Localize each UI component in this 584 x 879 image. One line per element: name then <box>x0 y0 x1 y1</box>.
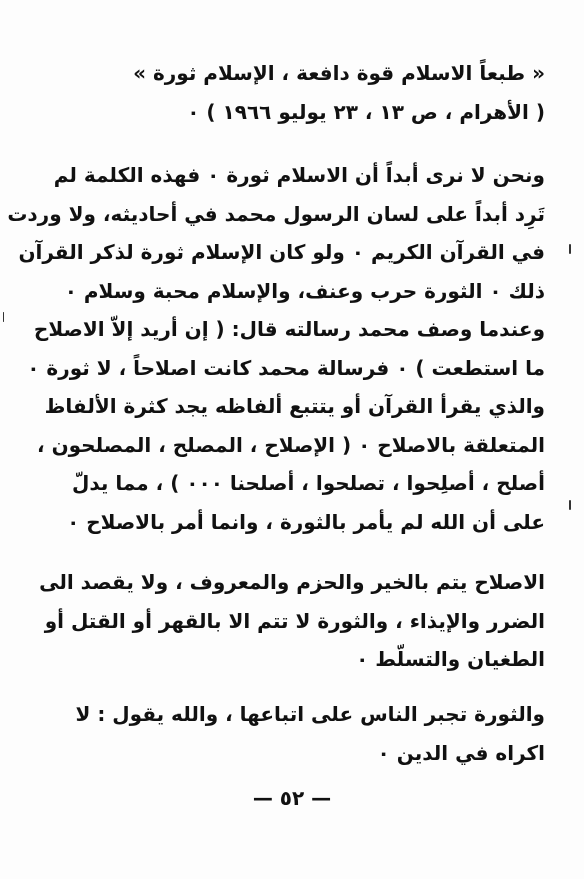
paragraph-line: والذي يقرأ القرآن أو يتتبع ألفاظه يجد كثرة الألفاظ <box>44 394 545 418</box>
paragraph-line: الاصلاح يتم بالخير والحزم والمعروف ، ولا يقصد الى <box>39 570 545 594</box>
quote-block <box>40 54 545 131</box>
paragraph-line: ذلك ٠ الثورة حرب وعنف، والإسلام محبة وسلام ٠ <box>64 278 545 303</box>
paragraph-line: تَرِد أبداً على لسان الرسول محمد في أحاديثه، ولا وردت <box>7 201 545 226</box>
paragraph-line: ونحن لا نرى أبداً أن الاسلام ثورة ٠ فهذه الكلمة لم <box>53 163 545 187</box>
paragraph-line: في القرآن الكريم ٠ ولو كان الإسلام ثورة لذكر القرآن <box>18 240 545 264</box>
page-edge-mark-left <box>3 312 4 322</box>
quote-source: ( الأهرام ، ص ١٣ ، ٢٣ يوليو ١٩٦٦ ) ٠ <box>187 99 545 124</box>
paragraph <box>7 156 545 541</box>
paragraph-line: المتعلقة بالاصلاح ٠ ( الإصلاح ، المصلح ، المصلحون ، <box>37 432 545 457</box>
page-edge-mark-top <box>569 244 571 254</box>
page-number: — ٥٢ — <box>252 786 332 810</box>
paragraph-line: وعندما وصف محمد رسالته قال: ( إن أريد إلاّ الاصلاح <box>33 317 545 341</box>
quote-line: « طبعاً الاسلام قوة دافعة ، الإسلام ثورة » <box>133 61 545 85</box>
paragraph-line: والثورة تجبر الناس على اتباعها ، والله يقول : لا <box>75 702 545 726</box>
paragraph-line: أصلح ، أصلِحوا ، تصلحوا ، أصلحنا ٠٠٠ ) ، مما يدلّ <box>71 471 545 495</box>
paragraph <box>40 563 545 679</box>
paragraph-line: الضرر والإيذاء ، والثورة لا تتم الا بالقهر أو القتل أو <box>44 608 545 633</box>
paragraph-line: على أن الله لم يأمر بالثورة ، وانما أمر بالاصلاح ٠ <box>67 509 545 534</box>
paragraph-line: ما استطعت ) ٠ فرسالة محمد كانت اصلاحاً ، لا ثورة ٠ <box>27 355 545 380</box>
page-edge-mark-bottom <box>569 500 571 510</box>
paragraph <box>40 695 545 772</box>
paragraph-line: الطغيان والتسلّط ٠ <box>356 647 545 671</box>
paragraph-line: اكراه في الدين ٠ <box>377 740 545 765</box>
